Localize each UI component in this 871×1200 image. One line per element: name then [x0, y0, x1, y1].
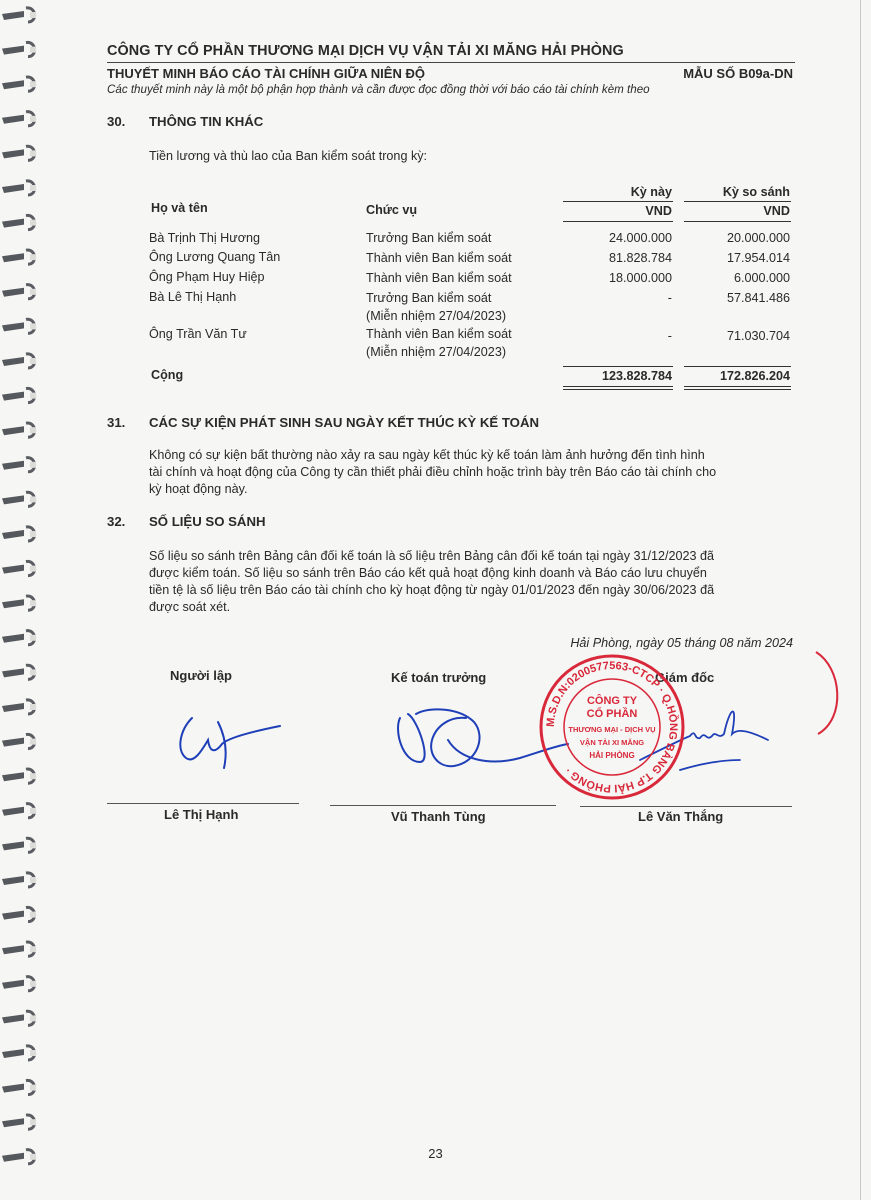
- col-name-header: Họ và tên: [151, 201, 208, 215]
- table-row-1-position: Trưởng Ban kiểm soát: [366, 231, 492, 245]
- preparer-signature-line: [107, 803, 299, 804]
- binding-ring: [2, 250, 36, 264]
- header-subnote: Các thuyết minh này là một bộ phận hợp thành và cần được đọc đồng thời với báo cáo tài chính kèm theo: [107, 83, 650, 96]
- stamp-line-5: HẢI PHÒNG: [589, 751, 635, 760]
- accountant-role: Kế toán trưởng: [391, 670, 487, 685]
- table-row-1-current: 24.000.000: [608, 231, 672, 245]
- binding-ring: [2, 77, 36, 91]
- binding-ring: [2, 388, 36, 402]
- accountant-signature-line: [330, 805, 556, 806]
- table-row-4-compare: 57.841.486: [726, 291, 790, 305]
- binding-ring: [2, 42, 36, 56]
- binding-ring: [2, 631, 36, 645]
- table-row-2-position: Thành viên Ban kiểm soát: [366, 251, 512, 265]
- binding-ring: [2, 700, 36, 714]
- table-row-4-name: Bà Lê Thị Hạnh: [149, 290, 237, 304]
- director-name: Lê Văn Thắng: [638, 809, 724, 824]
- company-stamp: [537, 652, 687, 802]
- binding-ring: [2, 596, 36, 610]
- section-32-number: 32.: [107, 514, 126, 529]
- binding-ring: [2, 285, 36, 299]
- total-compare: 172.826.204: [719, 369, 790, 383]
- section-30-number: 30.: [107, 114, 126, 129]
- binding-ring: [2, 215, 36, 229]
- accountant-name: Vũ Thanh Tùng: [391, 809, 486, 824]
- binding-ring: [2, 907, 36, 921]
- binding-ring: [2, 734, 36, 748]
- binding-ring: [2, 769, 36, 783]
- section-32-line-1: Số liệu so sánh trên Bảng cân đối kế toán là số liệu trên Bảng cân đối kế toán tại ngày 31/12/2023 đã: [149, 549, 715, 563]
- col-position-header: Chức vụ: [366, 203, 418, 217]
- spiral-binding: [0, 0, 50, 1200]
- binding-ring: [2, 838, 36, 852]
- preparer-role: Người lập: [170, 668, 232, 683]
- binding-ring: [2, 8, 36, 22]
- section-31-line-2: tài chính và hoạt động của Công ty cần thiết phải điều chỉnh hoặc trình bày trên Báo cáo tài chính cho: [149, 465, 717, 479]
- binding-ring: [2, 354, 36, 368]
- director-signature-line: [580, 806, 792, 807]
- form-code: MẪU SỐ B09a-DN: [683, 66, 793, 81]
- binding-ring: [2, 1080, 36, 1094]
- binding-ring: [2, 458, 36, 472]
- section-30-title: THÔNG TIN KHÁC: [149, 114, 264, 129]
- col-current-unit: VND: [645, 204, 672, 218]
- col-compare-unit: VND: [763, 204, 790, 218]
- binding-ring: [2, 423, 36, 437]
- binding-ring: [2, 527, 36, 541]
- total-compare-bottom-rule-2: [684, 389, 791, 390]
- preparer-signature: [170, 710, 290, 770]
- section-31-line-1: Không có sự kiện bất thường nào xảy ra sau ngày kết thúc kỳ kế toán làm ảnh hưởng đến tình hình: [149, 448, 705, 462]
- company-name: CÔNG TY CỔ PHẦN THƯƠNG MẠI DỊCH VỤ VẬN TẢI XI MĂNG HẢI PHÒNG: [107, 43, 624, 59]
- total-label: Cộng: [151, 368, 184, 382]
- table-row-2-compare: 17.954.014: [726, 251, 790, 265]
- page-edge: [860, 0, 861, 1200]
- binding-ring: [2, 977, 36, 991]
- total-current: 123.828.784: [601, 369, 672, 383]
- table-row-1-name: Bà Trịnh Thị Hương: [149, 231, 260, 245]
- table-row-4-current: -: [667, 291, 672, 305]
- stamp-line-3: THƯƠNG MẠI - DỊCH VỤ: [568, 725, 656, 734]
- total-current-bottom-rule-1: [563, 386, 673, 387]
- report-title: THUYẾT MINH BÁO CÁO TÀI CHÍNH GIỮA NIÊN ĐỘ: [107, 66, 425, 81]
- stamp-line-2: CỔ PHẦN: [586, 708, 638, 720]
- section-31-title: CÁC SỰ KIỆN PHÁT SINH SAU NGÀY KẾT THÚC KỲ KẾ TOÁN: [149, 415, 539, 430]
- table-row-3-name: Ông Phạm Huy Hiệp: [149, 270, 265, 284]
- binding-ring: [2, 1046, 36, 1060]
- total-compare-top-rule: [684, 366, 791, 367]
- section-30-intro: Tiền lương và thù lao của Ban kiểm soát trong kỳ:: [149, 149, 428, 163]
- col-compare-header: Kỳ so sánh: [722, 185, 790, 199]
- preparer-name: Lê Thị Hạnh: [164, 807, 239, 822]
- col-compare-rule: [684, 201, 791, 202]
- binding-ring: [2, 319, 36, 333]
- col-compare-unit-rule: [684, 221, 791, 222]
- col-current-header: Kỳ này: [630, 185, 672, 199]
- table-row-5-current: -: [667, 329, 672, 343]
- table-row-2-current: 81.828.784: [608, 251, 672, 265]
- binding-ring: [2, 873, 36, 887]
- table-row-4-position: Trưởng Ban kiểm soát: [366, 291, 492, 305]
- col-current-unit-rule: [563, 221, 673, 222]
- total-compare-bottom-rule-1: [684, 386, 791, 387]
- table-row-3-position: Thành viên Ban kiểm soát: [366, 271, 512, 285]
- section-31-number: 31.: [107, 415, 126, 430]
- table-row-3-current: 18.000.000: [608, 271, 672, 285]
- binding-ring: [2, 1115, 36, 1129]
- table-row-1-compare: 20.000.000: [726, 231, 790, 245]
- section-32-line-2: được kiểm toán. Số liệu so sánh trên Báo cáo kết quả hoạt động kinh doanh và Báo cáo lưu chuyển: [149, 566, 707, 580]
- signing-date: Hải Phòng, ngày 05 tháng 08 năm 2024: [570, 636, 793, 650]
- section-32-title: SỐ LIỆU SO SÁNH: [149, 514, 266, 529]
- table-row-5-note: (Miễn nhiệm 27/04/2023): [366, 345, 507, 359]
- total-current-bottom-rule-2: [563, 389, 673, 390]
- binding-ring: [2, 561, 36, 575]
- binding-ring: [2, 181, 36, 195]
- section-32-line-3: tiền tệ là số liệu trên Báo cáo tài chính cho kỳ hoạt động từ ngày 01/01/2023 đến ngày 30/06/2023 đã: [149, 583, 715, 597]
- section-31-line-3: kỳ hoạt động này.: [149, 482, 248, 496]
- binding-ring: [2, 1011, 36, 1025]
- total-current-top-rule: [563, 366, 673, 367]
- table-row-2-name: Ông Lương Quang Tân: [149, 250, 281, 264]
- partial-stamp-mark: [812, 648, 852, 738]
- table-row-5-compare: 71.030.704: [726, 329, 790, 343]
- table-row-3-compare: 6.000.000: [733, 271, 790, 285]
- binding-ring: [2, 492, 36, 506]
- table-row-5-position: Thành viên Ban kiểm soát: [366, 327, 512, 341]
- stamp-line-1: CÔNG TY: [586, 695, 638, 707]
- binding-ring: [2, 804, 36, 818]
- table-row-4-note: (Miễn nhiệm 27/04/2023): [366, 309, 507, 323]
- stamp-line-4: VẬN TẢI XI MĂNG: [579, 738, 645, 747]
- col-current-rule: [563, 201, 673, 202]
- table-row-5-name: Ông Trần Văn Tư: [149, 327, 247, 341]
- section-32-line-4: được soát xét.: [149, 600, 231, 614]
- binding-ring: [2, 146, 36, 160]
- header-rule: [107, 62, 795, 63]
- binding-ring: [2, 665, 36, 679]
- director-role: Giám đốc: [655, 670, 715, 685]
- page-number: 23: [428, 1146, 443, 1161]
- binding-ring: [2, 942, 36, 956]
- binding-ring: [2, 112, 36, 126]
- stamp-outer-text: M.S.D.N:0200577563-CTCP · Q.HỒNG BÀNG T.P HẢI PHÒNG ·: [544, 659, 680, 795]
